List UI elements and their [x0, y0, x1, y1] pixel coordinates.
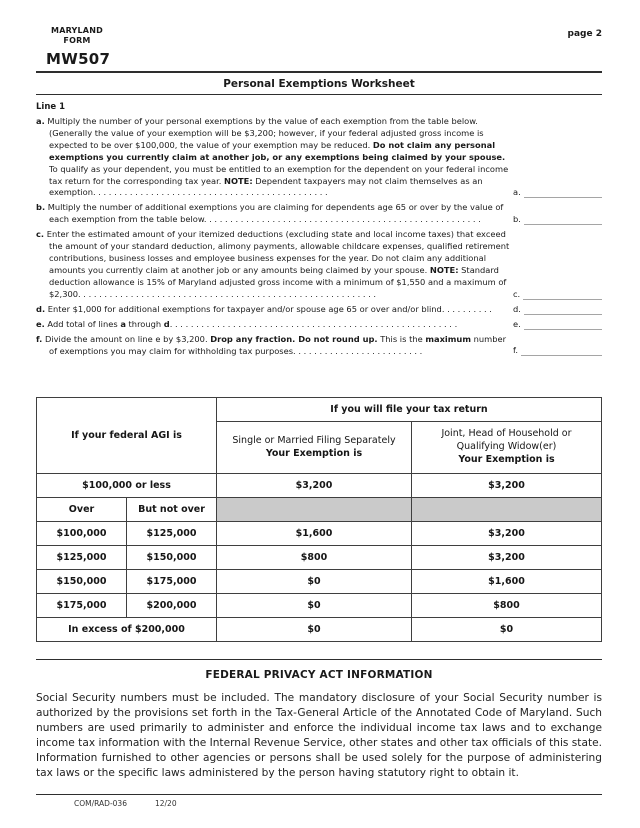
agency-name: MARYLAND [51, 26, 103, 35]
line-ref-c: c. [513, 288, 521, 299]
item-text: Enter the estimated amount of your itemized deductions (excluding state and local income taxes) that exceed the amount of your standard deduction, alimony payments, allowable childcare expenses, qualified retirement contributions, business losses and employee business expenses for the year. Do not claim any additional amounts you currently claim at another job or any amounts being claimed by your spouse. [46, 229, 510, 275]
form-code: COM/RAD-036 [74, 799, 127, 808]
dot-leader: . . . . . . . . . . . . . . . . . . . . . . . . [298, 345, 423, 356]
line1-label: Line 1 [36, 102, 66, 112]
answer-blank-d [524, 306, 602, 315]
privacy-top-divider [36, 659, 602, 660]
item-text: Enter $1,000 for additional exemptions for taxpayer and/or spouse age 65 or over and/or blind [47, 303, 442, 314]
exemption-table [36, 397, 602, 642]
revision-date: 12/20 [154, 799, 177, 808]
over-value: $125,000 [37, 545, 127, 569]
file-header-cell: If you will file your tax return [217, 398, 602, 422]
item-letter: f. [36, 333, 43, 344]
answer-area-e [510, 319, 602, 331]
item-letter: d. [36, 303, 46, 314]
joint-header-line1: Joint, Head of Household or Qualifying Widow(er) [441, 428, 572, 452]
item-text: Add total of lines [47, 318, 121, 329]
dot-leader: . . . . . . . . . . [441, 303, 492, 314]
but-not-over-value: $175,000 [127, 569, 217, 593]
answer-area-d [510, 304, 602, 316]
form-number: MW507 [46, 50, 111, 68]
joint-header-cell [411, 422, 601, 474]
item-text: Standard deduction allowance is 15% of Maryland adjusted gross income with a minimum of $1,550 and a maximum of $2,300. [49, 264, 507, 299]
joint-exemption-value: $3,200 [411, 521, 601, 545]
joint-exemption-value: $800 [411, 593, 601, 617]
item-text-bold: maximum [425, 333, 471, 344]
but-not-over-label: But not over [127, 497, 217, 521]
table-row-over-labels [37, 497, 602, 521]
joint-exemption-value: $0 [411, 617, 601, 641]
answer-area-a [510, 187, 602, 199]
table-row [37, 545, 602, 569]
answer-blank-a [524, 189, 602, 198]
item-text: Multiply the number of additional exemptions you are claiming for dependents age 65 or over by the value of each exemption from the table below. [47, 202, 504, 225]
item-text: Multiply the number of your personal exemptions by the value of each exemption from the table below. (Generally the value of your exemption will be $3,200; however, if your federal adjusted gross income is expected to be over $100,000, the value of your exemption may be reduced. [47, 116, 484, 150]
over-value: $150,000 [37, 569, 127, 593]
page-number: page 2 [567, 29, 602, 39]
title-divider [36, 94, 602, 95]
agi-range-label: $100,000 or less [37, 473, 217, 497]
page-header [36, 26, 602, 68]
worksheet-item-a [36, 116, 602, 199]
item-f-text [36, 334, 510, 358]
line-ref-b: b. [513, 214, 521, 225]
item-c-text [36, 229, 510, 300]
answer-area-b [510, 214, 602, 226]
over-value: $100,000 [37, 521, 127, 545]
item-letter: a. [36, 116, 45, 126]
dot-leader: . . . . . . . . . . . . . . . . . . . . . . . . . . . . . . . . . . . . . . . . . . . . . . . . . . . . [206, 214, 481, 225]
worksheet-title: Personal Exemptions Worksheet [223, 78, 415, 90]
single-exemption-value: $0 [217, 593, 412, 617]
dot-leader: . . . . . . . . . . . . . . . . . . . . . . . . . . . . . . . . . . . . . . . . . . . . [95, 187, 328, 198]
worksheet-item-f [36, 334, 602, 358]
joint-exemption-value: $3,200 [411, 545, 601, 569]
table-row [37, 521, 602, 545]
table-header-row [37, 398, 602, 422]
answer-area-f [510, 345, 602, 357]
single-exemption-value: $3,200 [217, 473, 412, 497]
single-exemption-value: $1,600 [217, 521, 412, 545]
dot-leader: . . . . . . . . . . . . . . . . . . . . . . . . . . . . . . . . . . . . . . . . . . . . . . . . . . . . . . . . [80, 288, 377, 299]
joint-exemption-value: $1,600 [411, 569, 601, 593]
item-text: number of exemptions you may claim for withholding tax purposes. [49, 333, 506, 356]
item-b-text [36, 202, 510, 226]
shaded-cell [217, 497, 412, 521]
worksheet-item-c [36, 229, 602, 300]
note-label: NOTE: [429, 264, 459, 275]
over-label: Over [37, 497, 127, 521]
single-exemption-value: $0 [217, 569, 412, 593]
header-divider [36, 71, 602, 73]
table-row [37, 569, 602, 593]
single-header-line2: Your Exemption is [265, 448, 363, 460]
item-text-bold: d [163, 318, 170, 329]
answer-blank-f [521, 347, 602, 356]
item-d-text [36, 304, 510, 316]
item-letter: e. [36, 318, 45, 329]
joint-exemption-value: $3,200 [411, 473, 601, 497]
page-footer [74, 799, 177, 808]
worksheet-item-e [36, 319, 602, 331]
answer-blank-b [524, 216, 602, 225]
privacy-title: FEDERAL PRIVACY ACT INFORMATION [205, 668, 433, 681]
line-ref-d: d. [513, 303, 521, 314]
answer-area-c [510, 289, 602, 301]
privacy-body: Social Security numbers must be included. The mandatory disclosure of your Social Security number is authorized by the provisions set forth in the Tax-General Article of the Annotated Code of Maryland. Such numbers are used primarily to administer and enforce the individual income tax laws and to exchange income tax information with the Internal Revenue Service, other states and other tax officials of this state. Information furnished to other agencies or persons shall be used solely for the purpose of administering tax laws or the specific laws administered by the person having statutory right to obtain it. [36, 691, 602, 779]
over-value: $175,000 [37, 593, 127, 617]
single-header-cell [217, 422, 412, 474]
line-ref-f: f. [513, 345, 518, 356]
line-ref-a: a. [513, 187, 521, 198]
item-text-bold: a [120, 318, 126, 329]
answer-blank-e [524, 321, 602, 330]
but-not-over-value: $125,000 [127, 521, 217, 545]
answer-blank-c [523, 291, 602, 300]
agency-lines [46, 26, 108, 46]
privacy-bottom-divider [36, 794, 602, 795]
item-text: through [125, 318, 164, 329]
single-header-line1: Single or Married Filing Separately [232, 434, 396, 446]
item-letter: b. [36, 202, 46, 213]
worksheet-item-b [36, 202, 602, 226]
item-a-text [36, 116, 510, 199]
but-not-over-value: $200,000 [127, 593, 217, 617]
item-text-bold: Do not claim any personal exemptions you currently claim at another job, or any exemptions being claimed by your spouse. [49, 139, 506, 162]
item-text: Dependent taxpayers may not claim themselves as an exemption. [49, 175, 483, 198]
item-text: This is the [377, 333, 426, 344]
note-label: NOTE: [224, 175, 253, 186]
table-row-excess [37, 617, 602, 641]
line-ref-e: e. [513, 318, 521, 329]
shaded-cell [411, 497, 601, 521]
but-not-over-value: $150,000 [127, 545, 217, 569]
single-exemption-value: $0 [217, 617, 412, 641]
item-e-text [36, 319, 510, 331]
item-letter: c. [36, 229, 45, 240]
joint-header-line2: Your Exemption is [458, 454, 555, 466]
agi-range-label: In excess of $200,000 [37, 617, 217, 641]
form-id-block [36, 26, 110, 68]
item-text: To qualify as your dependent, you must be entitled to an exemption for the dependent on your federal income tax return for the corresponding tax year. [49, 163, 509, 186]
item-text: . [169, 318, 173, 329]
worksheet-item-d [36, 304, 602, 316]
table-row [37, 593, 602, 617]
item-text-bold: Drop any fraction. Do not round up. [210, 333, 378, 344]
single-exemption-value: $800 [217, 545, 412, 569]
table-row-100k-or-less [37, 473, 602, 497]
item-text: Divide the amount on line e by $3,200. [44, 333, 211, 344]
dot-leader: . . . . . . . . . . . . . . . . . . . . . . . . . . . . . . . . . . . . . . . . . . . . . . . . . . . . . . [172, 318, 458, 329]
form-label: FORM [63, 36, 91, 45]
agi-header-cell: If your federal AGI is [37, 398, 217, 474]
